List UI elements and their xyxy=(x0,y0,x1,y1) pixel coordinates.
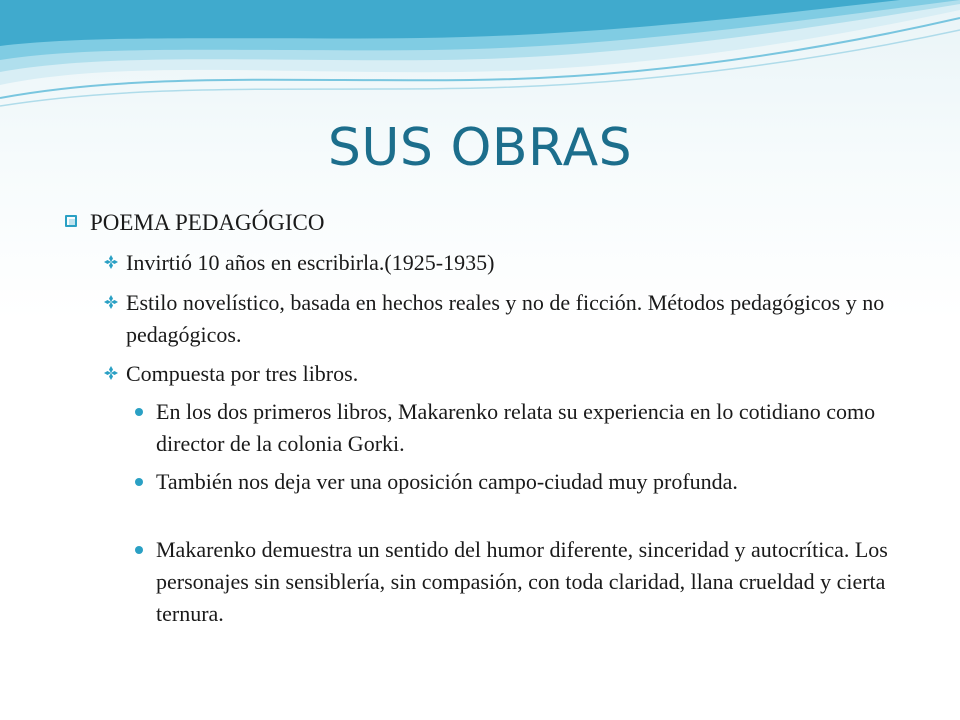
diamond-bullet-icon xyxy=(104,295,118,309)
diamond-bullet-icon xyxy=(104,255,118,269)
bullet-level2-text: Estilo novelístico, basada en hechos reales y no de ficción. Métodos pedagógicos y no pedagógicos. xyxy=(126,290,885,347)
bullet-level3-text: En los dos primeros libros, Makarenko relata su experiencia en lo cotidiano como director de la colonia Gorki. xyxy=(156,399,876,456)
bullet-level1-text: POEMA PEDAGÓGICO xyxy=(90,210,325,235)
square-bullet-icon xyxy=(65,215,77,227)
bullet-level3-text: Makarenko demuestra un sentido del humor diferente, sinceridad y autocrítica. Los personajes sin sensiblería, sin compasión, con toda claridad, llana crueldad y cierta ternura. xyxy=(156,537,888,626)
bullet-level3-text: También nos deja ver una oposición campo-ciudad muy profunda. xyxy=(156,469,738,494)
diamond-bullet-icon xyxy=(104,366,118,380)
dot-bullet-icon xyxy=(135,478,143,486)
bullet-level2-text: Invirtió 10 años en escribirla.(1925-1935) xyxy=(126,250,495,275)
slide-title: SUS OBRAS xyxy=(327,118,633,178)
bullet-level2-text: Compuesta por tres libros. xyxy=(126,361,359,386)
dot-bullet-icon xyxy=(135,546,143,554)
dot-bullet-icon xyxy=(135,408,143,416)
